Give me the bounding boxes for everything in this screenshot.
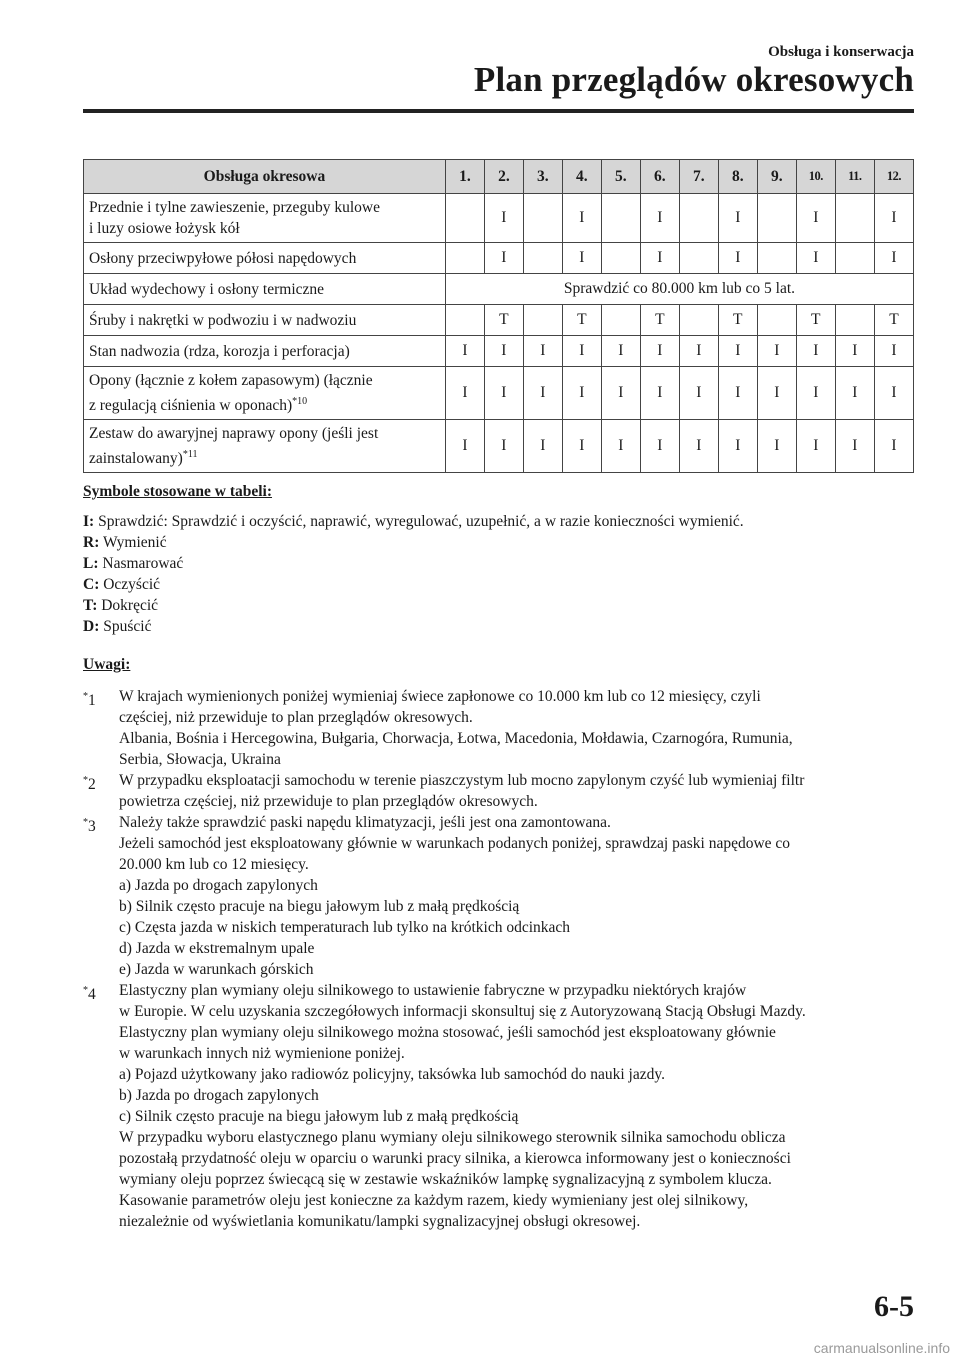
note-line: w Europie. W celu uzyskania szczegółowych informacji skonsultuj się z Autoryzowaną Stacją Obsługi Mazdy.: [119, 1003, 806, 1020]
symbol-description: Wymienić: [102, 534, 167, 551]
schedule-cell: I: [796, 336, 835, 367]
schedule-cell: I: [640, 194, 679, 243]
column-header-interval: 6.: [640, 160, 679, 194]
schedule-cell: T: [562, 305, 601, 336]
schedule-cell: [679, 305, 718, 336]
schedule-cell: I: [796, 420, 835, 473]
service-item-text: Opony (łącznie z kołem zapasowym) (łącznie: [89, 372, 373, 389]
column-header-interval: 5.: [601, 160, 640, 194]
schedule-cell: I: [640, 243, 679, 274]
schedule-cell: I: [757, 367, 796, 420]
schedule-cell: I: [718, 420, 757, 473]
schedule-cell: T: [640, 305, 679, 336]
schedule-cell: I: [640, 420, 679, 473]
schedule-cell: [757, 194, 796, 243]
interval-note: Sprawdzić co 80.000 km lub co 5 lat.: [445, 274, 913, 305]
schedule-cell: I: [484, 420, 523, 473]
symbol-item: [83, 532, 914, 553]
note-number: [83, 686, 96, 711]
section-title: Obsługa i konserwacja: [768, 44, 914, 60]
maintenance-schedule-table: [83, 159, 914, 473]
schedule-cell: I: [874, 367, 913, 420]
schedule-cell: [445, 305, 484, 336]
note-star: *: [83, 985, 88, 996]
note-line: Elastyczny plan wymiany oleju silnikowego można stosować, jeśli samochód jest eksploatowany głównie: [119, 1024, 776, 1041]
note-line: c) Silnik często pracuje na biegu jałowym lub z małą prędkością: [119, 1108, 519, 1125]
schedule-cell: I: [796, 367, 835, 420]
table-row: [84, 305, 914, 336]
service-item-text: z regulacją ciśnienia w oponach): [89, 397, 293, 415]
column-header-service: Obsługa okresowa: [84, 160, 446, 194]
symbol-description: Oczyścić: [103, 576, 161, 593]
column-header-interval: 10.: [796, 160, 835, 194]
table-row: [84, 194, 914, 243]
schedule-cell: [757, 305, 796, 336]
schedule-cell: I: [874, 420, 913, 473]
note-line: Kasowanie parametrów oleju jest konieczne za każdym razem, kiedy wymieniany jest olej silnikowy,: [119, 1192, 749, 1209]
schedule-cell: I: [718, 367, 757, 420]
service-item-text: i luzy osiowe łożysk kół: [89, 220, 240, 237]
schedule-cell: [523, 305, 562, 336]
note-digit: 2: [88, 776, 96, 794]
service-item-label: [84, 194, 446, 243]
note-digit: 1: [88, 692, 96, 710]
symbol-description: Sprawdzić: Sprawdzić i oczyścić, naprawić, wyregulować, uzupełnić, a w razie konieczności wymienić.: [98, 513, 744, 530]
header-divider: [83, 109, 914, 113]
symbol-code: R:: [83, 534, 100, 551]
note-line: W przypadku eksploatacji samochodu w terenie piaszczystym lub mocno zapylonym czyść lub wymieniaj filtr: [119, 772, 805, 789]
schedule-cell: I: [679, 420, 718, 473]
symbol-code: L:: [83, 555, 99, 572]
note-line: wymiany oleju poprzez świecącą się w zestawie wskaźników lampkę sygnalizacyjną z symbolem klucza.: [119, 1171, 772, 1188]
note-number: [83, 770, 96, 795]
service-item-label: [84, 420, 446, 473]
schedule-cell: [835, 194, 874, 243]
symbol-item: [83, 574, 914, 595]
schedule-cell: I: [484, 367, 523, 420]
schedule-cell: [601, 194, 640, 243]
service-item-text: zainstalowany): [89, 450, 183, 468]
table-row: [84, 420, 914, 473]
note-item: [83, 686, 914, 770]
schedule-cell: [523, 194, 562, 243]
schedule-cell: [679, 194, 718, 243]
symbol-item: [83, 511, 914, 532]
schedule-cell: I: [484, 336, 523, 367]
schedule-cell: [445, 243, 484, 274]
note-line: Elastyczny plan wymiany oleju silnikowego to ustawienie fabryczne w przypadku niektórych krajów: [119, 982, 747, 999]
schedule-cell: [835, 243, 874, 274]
service-item-label: [84, 305, 446, 336]
service-item-label: [84, 274, 446, 305]
schedule-cell: I: [445, 367, 484, 420]
footnote-ref: *11: [182, 449, 198, 461]
schedule-cell: I: [523, 336, 562, 367]
service-item-label: [84, 336, 446, 367]
table-row: [84, 243, 914, 274]
notes-list: [83, 686, 914, 1232]
schedule-cell: I: [835, 336, 874, 367]
service-item-text: Stan nadwozia (rdza, korozja i perforacja): [89, 342, 350, 360]
schedule-cell: I: [757, 420, 796, 473]
service-item-text: Przednie i tylne zawieszenie, przeguby kulowe: [89, 199, 380, 216]
page-number: 6-5: [874, 1290, 914, 1323]
note-line: 20.000 km lub co 12 miesięcy.: [119, 856, 309, 873]
schedule-cell: I: [562, 420, 601, 473]
schedule-cell: I: [874, 336, 913, 367]
schedule-cell: I: [445, 336, 484, 367]
schedule-cell: I: [562, 194, 601, 243]
note-line: a) Jazda po drogach zapylonych: [119, 877, 318, 894]
column-header-interval: 4.: [562, 160, 601, 194]
page-title: Plan przeglądów okresowych: [473, 60, 914, 99]
schedule-cell: [445, 194, 484, 243]
schedule-cell: [757, 243, 796, 274]
note-line: W przypadku wyboru elastycznego planu wymiany oleju silnikowego sterownik silnika samochodu oblicza: [119, 1129, 786, 1146]
note-line: d) Jazda w ekstremalnym upale: [119, 940, 315, 957]
schedule-cell: [601, 243, 640, 274]
schedule-cell: I: [679, 336, 718, 367]
note-line: Serbia, Słowacja, Ukraina: [119, 751, 281, 768]
schedule-cell: I: [718, 243, 757, 274]
table-row: [84, 336, 914, 367]
schedule-cell: I: [484, 243, 523, 274]
schedule-cell: T: [874, 305, 913, 336]
note-line: c) Częsta jazda w niskich temperaturach lub tylko na krótkich odcinkach: [119, 919, 571, 936]
service-item-text: Osłony przeciwpyłowe półosi napędowych: [89, 249, 357, 267]
service-item-label: [84, 367, 446, 420]
note-star: *: [83, 691, 88, 702]
schedule-cell: I: [874, 243, 913, 274]
symbol-code: C:: [83, 576, 100, 593]
column-header-interval: 3.: [523, 160, 562, 194]
schedule-cell: T: [796, 305, 835, 336]
note-line: niezależnie od wyświetlania komunikatu/lampki sygnalizacyjnej obsługi okresowej.: [119, 1213, 641, 1230]
service-item-label: [84, 243, 446, 274]
schedule-cell: I: [640, 367, 679, 420]
note-item: [83, 812, 914, 980]
note-line: pozostałą przydatność oleju w oparciu o warunki pracy silnika, a kierowca informowany jest o konieczności: [119, 1150, 791, 1167]
footnote-ref: *10: [292, 396, 308, 407]
note-line: w warunkach innych niż wymienione poniżej.: [119, 1045, 405, 1062]
note-line: częściej, niż przewiduje to plan przeglądów okresowych.: [119, 709, 473, 726]
symbol-item: [83, 595, 914, 616]
note-line: e) Jazda w warunkach górskich: [119, 961, 314, 978]
table-header-row: [84, 160, 914, 194]
note-line: Jeżeli samochód jest eksploatowany głównie w warunkach podanych poniżej, sprawdzaj paski napędowe co: [119, 835, 791, 852]
table-row: [84, 274, 914, 305]
note-line: b) Jazda po drogach zapylonych: [119, 1087, 319, 1104]
column-header-interval: 1.: [445, 160, 484, 194]
symbol-description: Nasmarować: [102, 555, 184, 572]
note-line: a) Pojazd użytkowany jako radiowóz policyjny, taksówka lub samochód do nauki jazdy.: [119, 1066, 665, 1083]
note-line: b) Silnik często pracuje na biegu jałowym lub z małą prędkością: [119, 898, 520, 915]
schedule-cell: I: [523, 420, 562, 473]
table-body: [84, 194, 914, 473]
symbol-item: [83, 553, 914, 574]
column-header-interval: 9.: [757, 160, 796, 194]
schedule-cell: T: [484, 305, 523, 336]
schedule-cell: I: [796, 243, 835, 274]
schedule-cell: I: [718, 336, 757, 367]
schedule-cell: I: [562, 336, 601, 367]
note-line: W krajach wymienionych poniżej wymieniaj świece zapłonowe co 10.000 km lub co 12 miesięcy, czyli: [119, 688, 761, 705]
schedule-cell: I: [562, 243, 601, 274]
column-header-interval: 8.: [718, 160, 757, 194]
service-item-text: Zestaw do awaryjnej naprawy opony (jeśli jest: [89, 425, 379, 443]
column-header-interval: 2.: [484, 160, 523, 194]
note-line: Należy także sprawdzić paski napędu klimatyzacji, jeśli jest ona zamontowana.: [119, 814, 611, 831]
column-header-interval: 12.: [874, 160, 913, 194]
symbol-code: T:: [83, 597, 98, 614]
note-star: *: [83, 817, 88, 828]
note-digit: 4: [88, 986, 96, 1004]
schedule-cell: I: [601, 367, 640, 420]
note-item: [83, 770, 914, 812]
schedule-cell: T: [718, 305, 757, 336]
schedule-cell: [523, 243, 562, 274]
symbol-code: D:: [83, 618, 100, 635]
notes-section: [83, 654, 914, 1232]
watermark: carmanualsonline.info: [813, 1340, 950, 1356]
schedule-cell: I: [718, 194, 757, 243]
note-line: Albania, Bośnia i Hercegowina, Bułgaria, Chorwacja, Łotwa, Macedonia, Mołdawia, Czarnogóra, Rumunia,: [119, 730, 793, 747]
service-item-text: Śruby i nakrętki w podwoziu i w nadwoziu: [89, 311, 357, 329]
schedule-cell: I: [445, 420, 484, 473]
note-star: *: [83, 775, 88, 786]
service-item-text: Układ wydechowy i osłony termiczne: [89, 280, 325, 298]
note-item: [83, 980, 914, 1232]
symbol-item: [83, 616, 914, 637]
note-line: powietrza częściej, niż przewiduje to plan przeglądów okresowych.: [119, 793, 538, 810]
table-row: [84, 367, 914, 420]
schedule-cell: I: [523, 367, 562, 420]
schedule-cell: I: [874, 194, 913, 243]
schedule-cell: I: [679, 367, 718, 420]
column-header-interval: 7.: [679, 160, 718, 194]
schedule-cell: I: [640, 336, 679, 367]
schedule-cell: I: [835, 420, 874, 473]
notes-heading: Uwagi:: [83, 656, 131, 673]
note-number: [83, 812, 96, 837]
symbols-heading: Symbole stosowane w tabeli:: [83, 483, 273, 500]
schedule-cell: I: [835, 367, 874, 420]
schedule-cell: [835, 305, 874, 336]
schedule-cell: I: [562, 367, 601, 420]
schedule-cell: I: [757, 336, 796, 367]
symbol-code: I:: [83, 513, 95, 530]
note-digit: 3: [88, 818, 96, 836]
schedule-cell: I: [601, 420, 640, 473]
column-header-interval: 11.: [835, 160, 874, 194]
symbols-list: [83, 511, 914, 637]
schedule-cell: [679, 243, 718, 274]
schedule-cell: [601, 305, 640, 336]
symbols-legend: [83, 481, 914, 637]
schedule-cell: I: [796, 194, 835, 243]
schedule-cell: I: [484, 194, 523, 243]
schedule-cell: I: [601, 336, 640, 367]
note-number: [83, 980, 96, 1005]
symbol-description: Dokręcić: [101, 597, 159, 614]
symbol-description: Spuścić: [103, 618, 152, 635]
